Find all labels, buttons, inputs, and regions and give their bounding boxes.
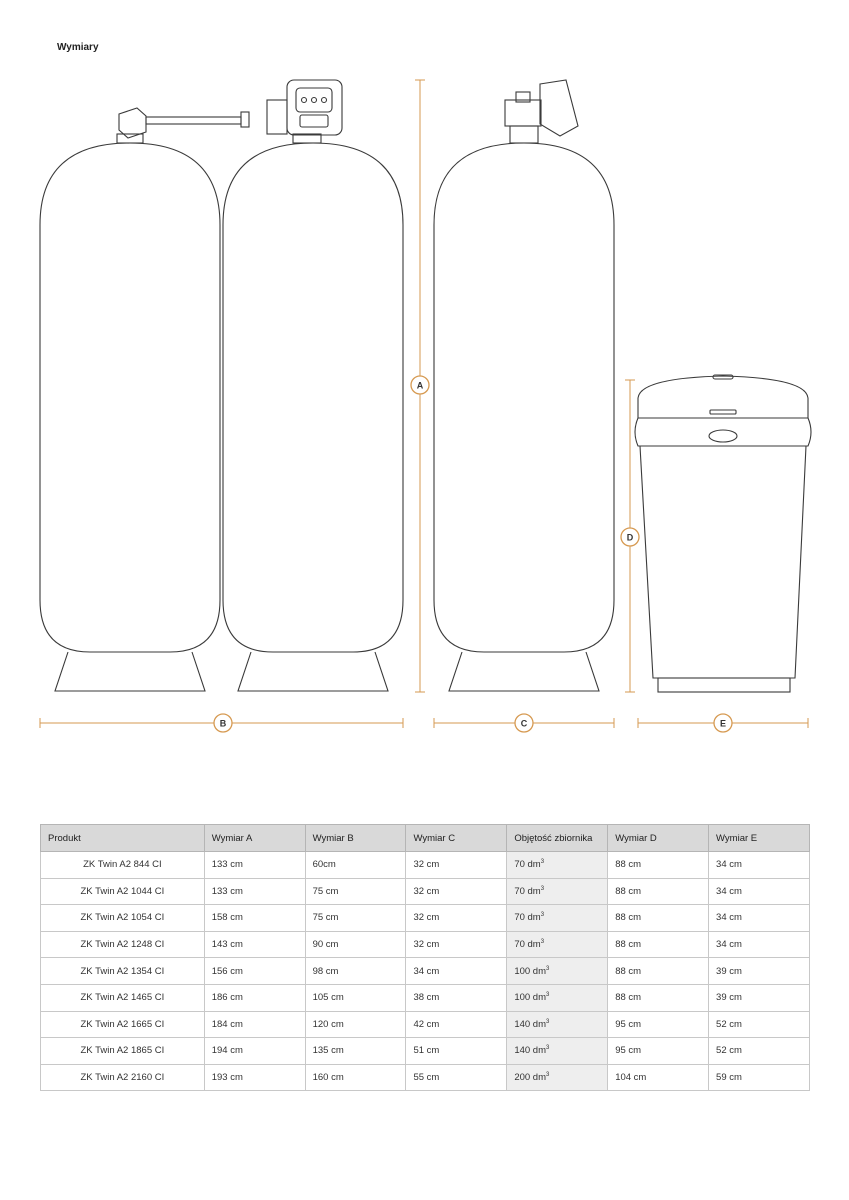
cell-product: ZK Twin A2 1054 CI: [41, 905, 205, 932]
table-row: [41, 958, 810, 985]
cell-dimension-c: 32 cm: [406, 852, 507, 879]
table-row: [41, 905, 810, 932]
cell-tank-volume: 70 $dm^3$: [507, 852, 608, 879]
cell-dimension-c: 42 cm: [406, 1011, 507, 1038]
table-body: [41, 852, 810, 1091]
header-tank-volume: Objętość zbiornika: [507, 825, 608, 852]
cell-dimension-a: 156 cm: [204, 958, 305, 985]
dimension-e: [638, 714, 808, 732]
cell-dimension-d: 88 cm: [608, 905, 709, 932]
table-row: [41, 878, 810, 905]
cell-dimension-a: 143 cm: [204, 931, 305, 958]
twin-tank-right: [223, 134, 403, 691]
header-dimension-c: Wymiar C: [406, 825, 507, 852]
header-product: Produkt: [41, 825, 205, 852]
cell-dimension-c: 34 cm: [406, 958, 507, 985]
dimension-a: [411, 80, 429, 692]
table-row: [41, 931, 810, 958]
table-row: [41, 1011, 810, 1038]
header-dimension-b: Wymiar B: [305, 825, 406, 852]
cell-dimension-e: 52 cm: [709, 1038, 810, 1065]
cell-dimension-e: 59 cm: [709, 1064, 810, 1091]
cell-dimension-e: 34 cm: [709, 931, 810, 958]
cell-tank-volume: 70 $dm^3$: [507, 905, 608, 932]
cell-tank-volume: 200 $dm^3$: [507, 1064, 608, 1091]
dimension-e-label: E: [719, 718, 727, 729]
cell-dimension-c: 55 cm: [406, 1064, 507, 1091]
cell-product: ZK Twin A2 1044 CI: [41, 878, 205, 905]
cell-product: ZK Twin A2 1354 CI: [41, 958, 205, 985]
cell-dimension-b: 160 cm: [305, 1064, 406, 1091]
cell-dimension-e: 34 cm: [709, 852, 810, 879]
cell-dimension-e: 34 cm: [709, 905, 810, 932]
table-row: [41, 1038, 810, 1065]
cell-product: ZK Twin A2 2160 CI: [41, 1064, 205, 1091]
cell-dimension-a: 186 cm: [204, 984, 305, 1011]
cell-dimension-a: 133 cm: [204, 852, 305, 879]
cell-dimension-e: 34 cm: [709, 878, 810, 905]
dimension-b-label: B: [219, 718, 227, 729]
cell-tank-volume: 100 $dm^3$: [507, 958, 608, 985]
cell-dimension-d: 95 cm: [608, 1038, 709, 1065]
cell-dimension-a: 133 cm: [204, 878, 305, 905]
cell-dimension-d: 104 cm: [608, 1064, 709, 1091]
table-row: [41, 1064, 810, 1091]
dimension-a-label: A: [416, 380, 424, 391]
cell-dimension-c: 32 cm: [406, 931, 507, 958]
cell-dimension-d: 95 cm: [608, 1011, 709, 1038]
cell-product: ZK Twin A2 1248 CI: [41, 931, 205, 958]
dimension-b: [40, 714, 403, 732]
cell-dimension-a: 193 cm: [204, 1064, 305, 1091]
table-header-row: [41, 825, 810, 852]
cell-dimension-a: 184 cm: [204, 1011, 305, 1038]
cell-product: ZK Twin A2 1865 CI: [41, 1038, 205, 1065]
cell-product: ZK Twin A2 1465 CI: [41, 984, 205, 1011]
cell-tank-volume: 140 $dm^3$: [507, 1011, 608, 1038]
cell-product: ZK Twin A2 1665 CI: [41, 1011, 205, 1038]
cell-dimension-b: 75 cm: [305, 905, 406, 932]
cell-dimension-b: 120 cm: [305, 1011, 406, 1038]
cell-dimension-b: 75 cm: [305, 878, 406, 905]
dimension-d: [621, 380, 639, 692]
cell-dimension-d: 88 cm: [608, 852, 709, 879]
cell-tank-volume: 70 $dm^3$: [507, 878, 608, 905]
table-row: [41, 852, 810, 879]
cell-dimension-e: 39 cm: [709, 958, 810, 985]
cell-dimension-b: 90 cm: [305, 931, 406, 958]
cell-product: ZK Twin A2 844 CI: [41, 852, 205, 879]
cell-tank-volume: 140 $dm^3$: [507, 1038, 608, 1065]
cell-dimension-c: 51 cm: [406, 1038, 507, 1065]
header-dimension-a: Wymiar A: [204, 825, 305, 852]
dimension-d-label: D: [626, 532, 634, 543]
brine-tank: [635, 375, 811, 692]
dimension-c-label: C: [520, 718, 528, 729]
cell-dimension-d: 88 cm: [608, 931, 709, 958]
header-dimension-d: Wymiar D: [608, 825, 709, 852]
cell-dimension-d: 88 cm: [608, 958, 709, 985]
media-tank: [434, 80, 614, 691]
table-row: [41, 984, 810, 1011]
dimension-c: [434, 714, 614, 732]
control-valve-head: [119, 80, 342, 138]
cell-dimension-b: 105 cm: [305, 984, 406, 1011]
header-dimension-e: Wymiar E: [709, 825, 810, 852]
cell-dimension-e: 52 cm: [709, 1011, 810, 1038]
cell-dimension-d: 88 cm: [608, 878, 709, 905]
twin-tank-left: [40, 134, 220, 691]
dimensions-table: [40, 824, 810, 1091]
cell-dimension-a: 158 cm: [204, 905, 305, 932]
cell-dimension-c: 32 cm: [406, 905, 507, 932]
cell-dimension-c: 38 cm: [406, 984, 507, 1011]
cell-dimension-b: 135 cm: [305, 1038, 406, 1065]
cell-dimension-b: 60cm: [305, 852, 406, 879]
cell-tank-volume: 100 $dm^3$: [507, 984, 608, 1011]
cell-dimension-d: 88 cm: [608, 984, 709, 1011]
page-title: Wymiary: [57, 42, 99, 53]
cell-dimension-a: 194 cm: [204, 1038, 305, 1065]
cell-dimension-b: 98 cm: [305, 958, 406, 985]
cell-tank-volume: 70 $dm^3$: [507, 931, 608, 958]
cell-dimension-e: 39 cm: [709, 984, 810, 1011]
cell-dimension-c: 32 cm: [406, 878, 507, 905]
